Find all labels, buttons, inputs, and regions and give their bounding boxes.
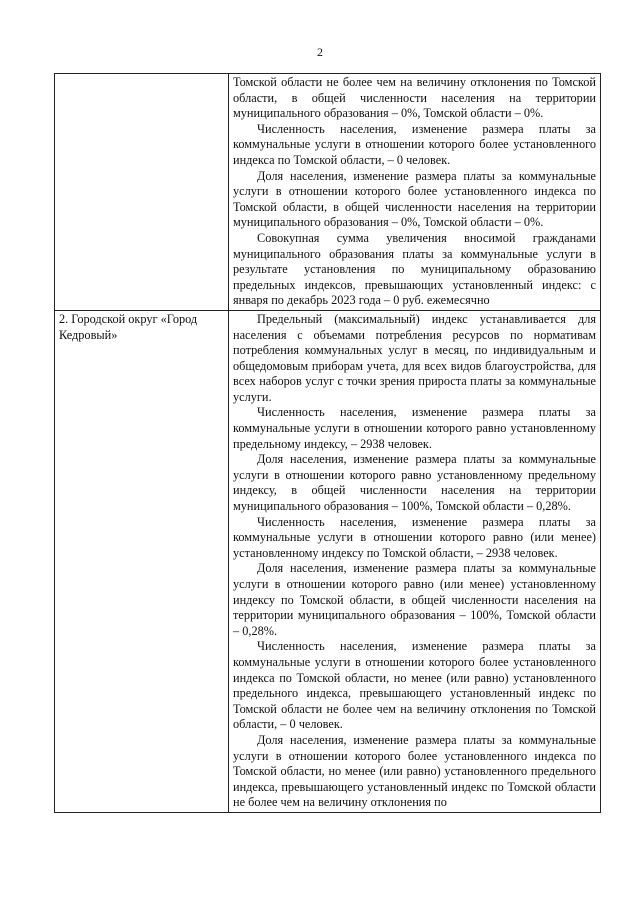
paragraph: Совокупная сумма увеличения вносимой гражданами муниципального образования платы за коммунальные услуги в результате установления по муниципальному образованию предельных индексов, превышающих установленный индекс: с января по декабрь 2023 года – 0 руб. ежемесячно (233, 230, 596, 308)
paragraph: Доля населения, изменение размера платы за коммунальные услуги в отношении которого равно (или менее) установленному индексу по Томской области, в общей численности населения на территории муниципального образования – 100%, Томской области – 0,28%. (233, 561, 596, 638)
table-row (55, 74, 601, 311)
paragraph: Доля населения, изменение размера платы за коммунальные услуги в отношении которого более установленного индекса по Томской области, но менее (или равно) установленного предельного индекса, превышающего установленный индекс по Томской области не более чем на величину отклонения по (233, 732, 596, 810)
paragraph: Численность населения, изменение размера платы за коммунальные услуги в отношении которого равно установленному предельному индексу, – 2938 человек. (233, 405, 596, 451)
municipality-cell (55, 310, 229, 812)
index-description-cell (229, 310, 601, 812)
paragraph: Численность населения, изменение размера платы за коммунальные услуги в отношении которого более установленного индекса по Томской области, но менее (или равно) установленного предельного индекса, превышающего установленный индекс по Томской области не более чем на величину отклонения по Томской области, – 0 человек. (233, 639, 596, 732)
paragraph: Томской области не более чем на величину отклонения по Томской области, в общей численности населения на территории муниципального образования – 0%, Томской области – 0%. (233, 75, 596, 121)
paragraph: Доля населения, изменение размера платы за коммунальные услуги в отношении которого более установленного индекса по Томской области, в общей численности населения на территории муниципального образования – 0%, Томской области – 0%. (233, 168, 596, 230)
page-number: 2 (317, 45, 323, 59)
paragraph: Численность населения, изменение размера платы за коммунальные услуги в отношении которого равно (или менее) установленному индексу по Томской области, – 2938 человек. (233, 514, 596, 560)
municipality-index-table (54, 73, 601, 813)
paragraph: Предельный (максимальный) индекс устанавливается для населения с объемами потребления ресурсов по нормативам потребления коммунальных услуг в месяц, по индивидуальным и общедомовым приборам учета, для всех видов благоустройства, для всех наборов услуг с точки зрения прироста платы за коммунальные услуги. (233, 311, 596, 404)
paragraph: Доля населения, изменение размера платы за коммунальные услуги в отношении которого равно установленному предельному индексу, в общей численности населения на территории муниципального образования – 100%, Томской области – 0,28%. (233, 452, 596, 514)
paragraph: Численность населения, изменение размера платы за коммунальные услуги в отношении которого более установленного индекса по Томской области, – 0 человек. (233, 121, 596, 167)
municipality-name: 2. Городской округ «Город Кедровый» (59, 311, 198, 342)
index-description-cell (229, 74, 601, 311)
table-row (55, 310, 601, 812)
municipality-cell (55, 74, 229, 311)
